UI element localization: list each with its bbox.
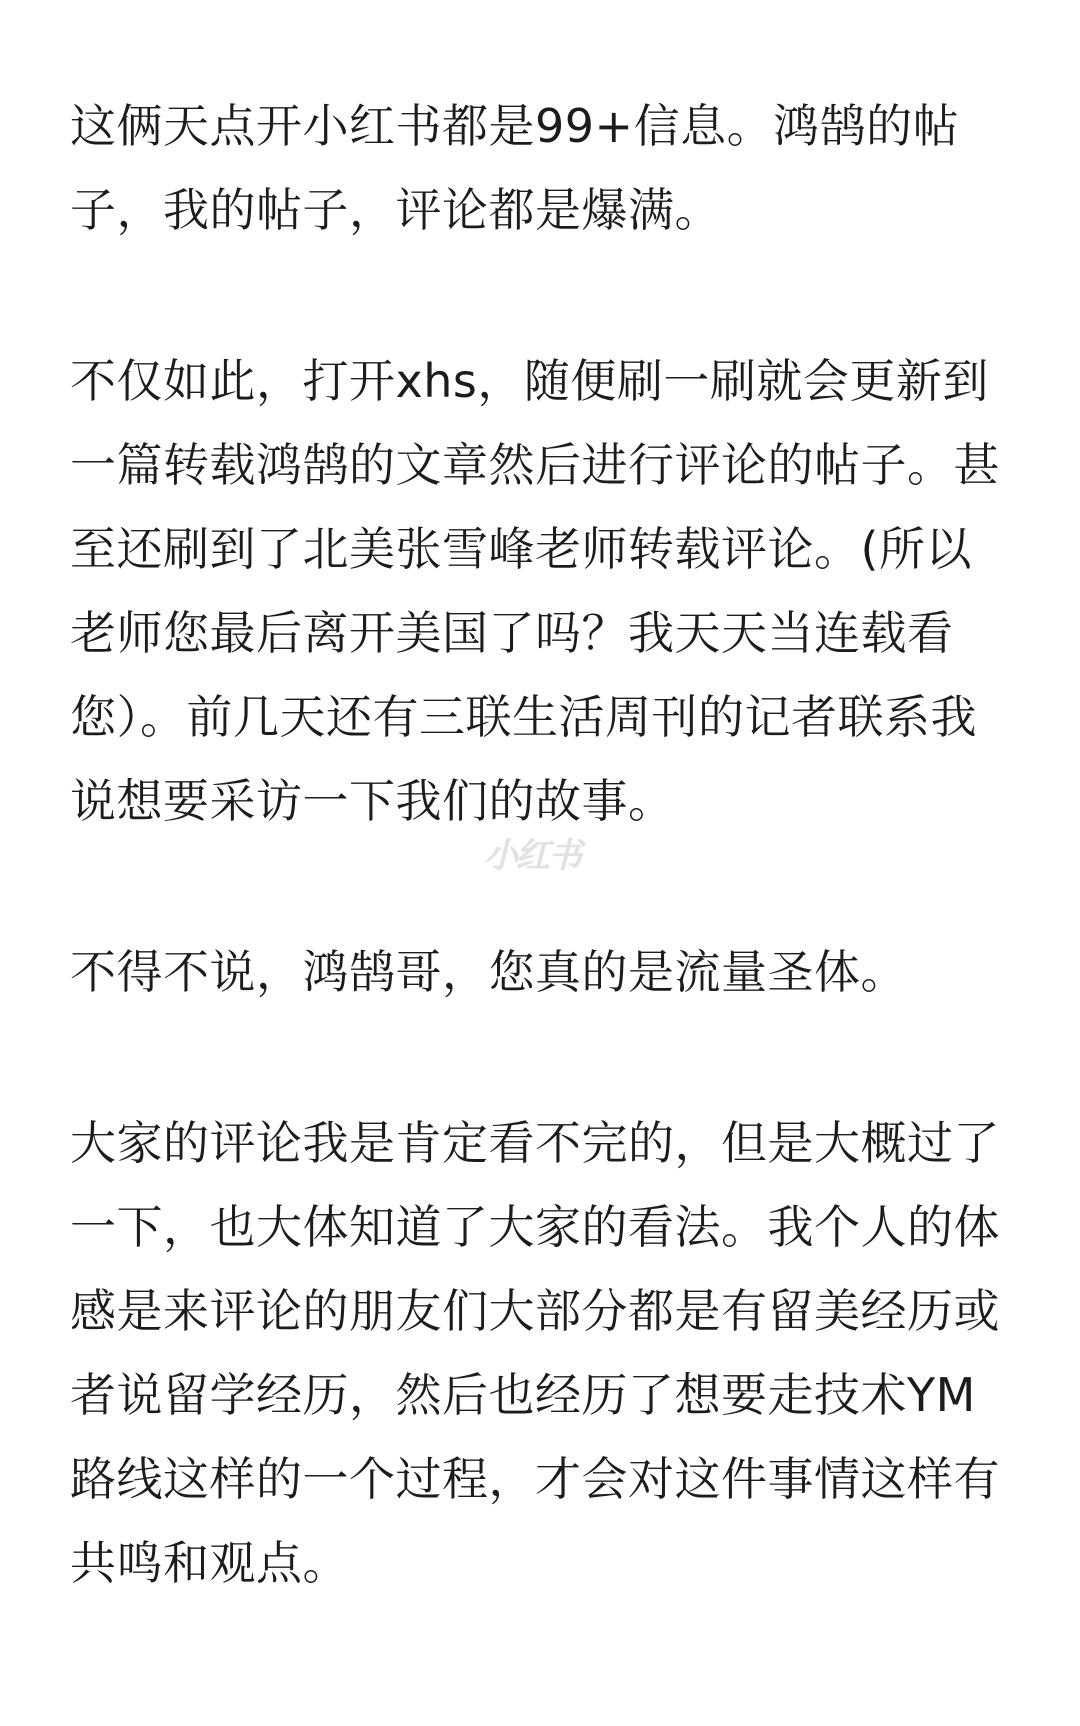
text-line: 路线这样的一个过程，才会对这件事情这样有 bbox=[70, 1452, 1000, 1506]
paragraph-gap bbox=[70, 252, 1015, 339]
text-line: 老师您最后离开美国了吗？我天天当连载看 bbox=[70, 606, 954, 660]
xiaohongshu-watermark: 小红书 bbox=[484, 836, 580, 876]
text-line: 说想要采访一下我们的故事。 bbox=[70, 774, 675, 828]
text-line: 您）。前几天还有三联生活周刊的记者联系我 bbox=[70, 690, 977, 744]
text-line: 不得不说，鸿鹄哥，您真的是流量圣体。 bbox=[70, 945, 907, 999]
text-line: 至还刷到了北美张雪峰老师转载评论。(所以 bbox=[70, 522, 972, 576]
text-line: 共鸣和观点。 bbox=[70, 1536, 349, 1590]
text-line: 感是来评论的朋友们大部分都是有留美经历或 bbox=[70, 1284, 1000, 1338]
text-line: 这俩天点开小红书都是99+信息。鸿鹄的帖 bbox=[70, 99, 960, 153]
text-line: 子，我的帖子，评论都是爆满。 bbox=[70, 183, 721, 237]
paragraph-gap bbox=[70, 1014, 1015, 1101]
paragraph-1 bbox=[70, 84, 1015, 252]
paragraph-4 bbox=[70, 1101, 1015, 1605]
text-line: 者说留学经历，然后也经历了想要走技术YM bbox=[70, 1368, 976, 1422]
text-line: 一篇转载鸿鹄的文章然后进行评论的帖子。甚 bbox=[70, 438, 1000, 492]
text-line: 不仅如此，打开xhs，随便刷一刷就会更新到 bbox=[70, 354, 989, 408]
paragraph-2 bbox=[70, 339, 1015, 843]
text-line: 大家的评论我是肯定看不完的，但是大概过了 bbox=[70, 1116, 1000, 1170]
paragraph-3 bbox=[70, 930, 1015, 1014]
text-line: 一下，也大体知道了大家的看法。我个人的体 bbox=[70, 1200, 1000, 1254]
